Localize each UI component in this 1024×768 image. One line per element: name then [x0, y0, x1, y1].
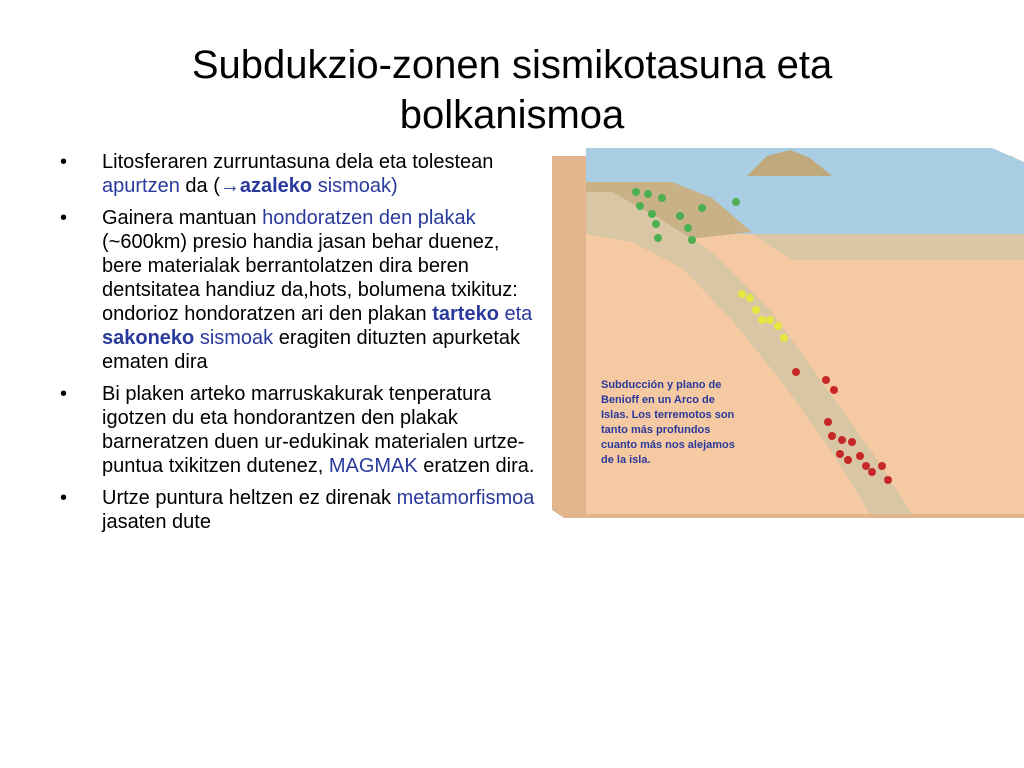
bullet-segment: jasaten dute	[102, 511, 211, 533]
slide-title: Subdukzio-zonen sismikotasuna eta bolkanismoa	[191, 43, 833, 137]
shallow-quake-point	[654, 234, 662, 242]
bullet-segment: eta	[498, 303, 533, 325]
intermediate-quake-point	[738, 290, 746, 298]
bullet-text	[102, 151, 493, 197]
bullet-text	[102, 383, 534, 477]
bullet-list	[60, 150, 540, 542]
shallow-quake-point	[688, 236, 696, 244]
bullet-segment: apurtzen	[102, 175, 180, 197]
intermediate-quake-point	[774, 322, 782, 330]
bullet-segment: eratzen dira.	[417, 455, 535, 477]
bullet-segment: metamorfismoa	[396, 487, 535, 509]
bullet-segment: MAGMAK	[328, 455, 418, 477]
bullet-segment: eragiten dituzten apurketak ematen dira	[102, 327, 520, 373]
bullet-segment: Gainera mantuan	[102, 207, 263, 229]
bullet-item	[60, 206, 540, 374]
bullet-segment: da (	[179, 175, 220, 197]
bullet-segment: (~600km) presio handia jasan behar duenez, bere materialak berrantolatzen dira beren dentsitatea handiuz da,hots, bolumena txikituz: ondorioz hondoratzen ari den plakan	[102, 231, 518, 325]
bullet-text	[102, 487, 534, 533]
intermediate-quake-point	[780, 334, 788, 342]
shallow-quake-point	[632, 188, 640, 196]
bullet-text	[102, 207, 532, 373]
deep-quake-point	[792, 368, 800, 376]
shallow-quake-point	[658, 194, 666, 202]
shallow-quake-point	[644, 190, 652, 198]
deep-quake-point	[838, 436, 846, 444]
bullet-item	[60, 382, 540, 478]
deep-quake-point	[862, 462, 870, 470]
deep-quake-point	[822, 376, 830, 384]
intermediate-quake-point	[746, 294, 754, 302]
bullet-segment: Urtze puntura heltzen ez direnak	[102, 487, 397, 509]
shallow-quake-point	[648, 210, 656, 218]
figure-caption: Subducción y plano de Benioff en un Arco de Islas. Los terremotos son tanto más profundos cuanto más nos alejamos de la isla.	[601, 379, 735, 466]
deep-quake-point	[836, 450, 844, 458]
bullet-marker: •	[60, 487, 68, 509]
shallow-quake-point	[698, 204, 706, 212]
bullet-segment: azaleko	[239, 175, 313, 197]
shallow-quake-point	[684, 224, 692, 232]
bullet-marker: •	[60, 207, 68, 229]
bullet-marker: •	[60, 151, 68, 173]
deep-quake-point	[878, 462, 886, 470]
oceanic-lithosphere	[752, 234, 1024, 260]
deep-quake-point	[856, 452, 864, 460]
bullet-segment: Bi plaken arteko marruskakurak tenperatura igotzen du eta hondorantzen den plakak barneratzen duen ur-edukinak materialen urtze-puntua txikitzen dutenez,	[102, 383, 525, 477]
deep-quake-point	[848, 438, 856, 446]
deep-quake-point	[824, 418, 832, 426]
bullet-item	[60, 150, 540, 198]
bullet-segment: sismoak)	[312, 175, 398, 197]
deep-quake-point	[884, 476, 892, 484]
intermediate-quake-point	[766, 316, 774, 324]
shallow-quake-point	[652, 220, 660, 228]
bullet-segment: sakoneko	[102, 327, 195, 349]
bullet-segment: Litosferaren zurruntasuna dela eta tolestean	[102, 151, 494, 173]
bullet-marker: •	[60, 383, 68, 405]
bullet-segment: →	[219, 175, 240, 197]
deep-quake-point	[844, 456, 852, 464]
shallow-quake-point	[732, 198, 740, 206]
intermediate-quake-point	[752, 306, 760, 314]
intermediate-quake-point	[758, 316, 766, 324]
bullet-item	[60, 486, 540, 534]
bullet-segment: sismoak	[194, 327, 274, 349]
bullet-segment: tarteko	[432, 303, 499, 325]
deep-quake-point	[828, 432, 836, 440]
deep-quake-point	[830, 386, 838, 394]
bullet-segment: hondoratzen den plakak	[262, 207, 476, 229]
shallow-quake-point	[636, 202, 644, 210]
deep-quake-point	[868, 468, 876, 476]
subduction-diagram	[552, 142, 1024, 528]
shallow-quake-point	[676, 212, 684, 220]
